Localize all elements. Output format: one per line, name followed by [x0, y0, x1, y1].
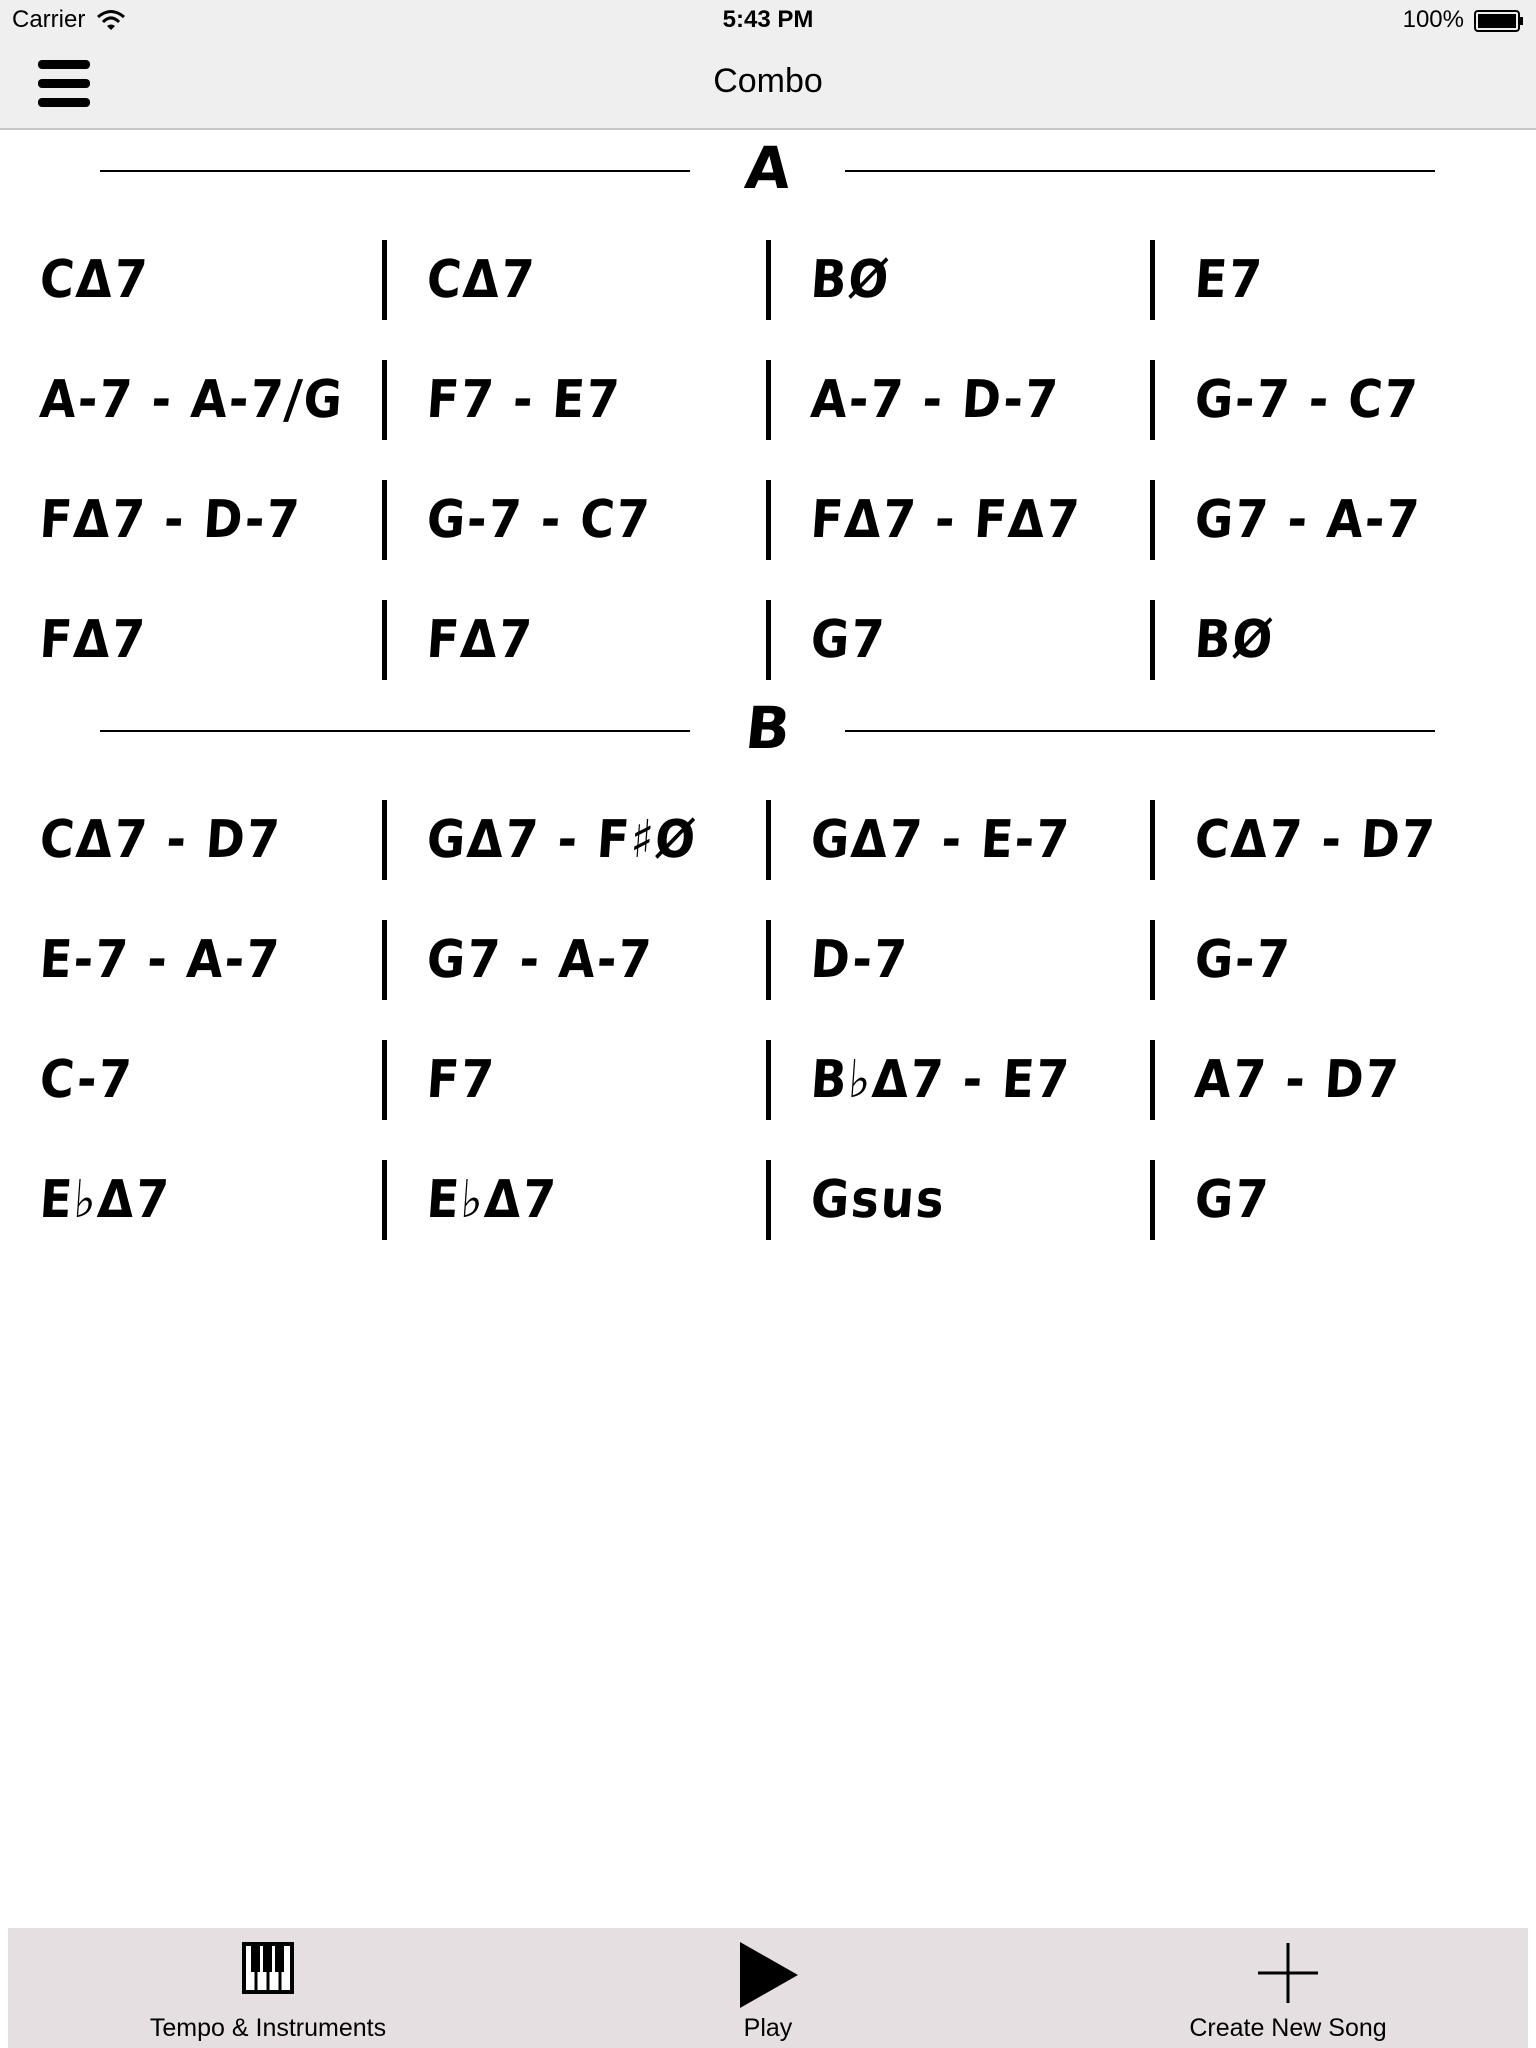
measure[interactable] — [4, 360, 387, 440]
measure-row — [0, 890, 1536, 1010]
chord-label: BØ — [1192, 610, 1277, 670]
carrier-label: Carrier — [12, 6, 86, 33]
section-divider — [845, 730, 1435, 732]
chord-label: E♭Δ7 — [424, 1170, 560, 1230]
chord-label: G-7 — [1192, 930, 1293, 990]
section-label: B — [742, 694, 794, 762]
measure[interactable] — [1150, 1040, 1533, 1120]
chord-label: FΔ7 — [424, 610, 536, 670]
chord-label: F7 - E7 — [424, 370, 623, 430]
section-a — [0, 130, 1536, 690]
chord-label: GΔ7 - F♯Ø — [424, 810, 699, 870]
page-title: Combo — [713, 62, 823, 100]
chord-label: FΔ7 - FΔ7 — [808, 490, 1083, 550]
chord-label: CΔ7 — [37, 250, 151, 310]
measure[interactable] — [4, 920, 387, 1000]
section-header — [0, 690, 1536, 770]
measure[interactable] — [1150, 800, 1533, 880]
tab-bar — [8, 1928, 1528, 2048]
chord-label: F7 — [424, 1050, 498, 1110]
chord-label: E♭Δ7 — [37, 1170, 173, 1230]
measure-row — [0, 770, 1536, 890]
measure[interactable] — [4, 1160, 387, 1240]
battery-percent: 100% — [1402, 6, 1464, 33]
measure[interactable] — [382, 1040, 765, 1120]
chord-label: G-7 - C7 — [1192, 370, 1421, 430]
measure[interactable] — [766, 240, 1149, 320]
chord-label: G-7 - C7 — [424, 490, 653, 550]
section-divider — [100, 170, 690, 172]
measure[interactable] — [382, 360, 765, 440]
chord-chart — [0, 130, 1536, 1250]
chord-label: A-7 - D-7 — [808, 370, 1062, 430]
measure[interactable] — [382, 240, 765, 320]
create-new-song-label: Create New Song — [1189, 2014, 1387, 2042]
navigation-bar — [0, 40, 1536, 130]
play-label: Play — [743, 2014, 793, 2042]
chord-label: G7 — [808, 610, 888, 670]
measure[interactable] — [1150, 600, 1533, 680]
chord-label: CΔ7 — [424, 250, 538, 310]
measure-row — [0, 1130, 1536, 1250]
measure[interactable] — [766, 800, 1149, 880]
measure[interactable] — [766, 600, 1149, 680]
chord-label: B♭Δ7 - E7 — [808, 1050, 1073, 1110]
measure[interactable] — [766, 1040, 1149, 1120]
measure[interactable] — [1150, 1160, 1533, 1240]
chord-label: C-7 — [37, 1050, 135, 1110]
measure[interactable] — [4, 800, 387, 880]
create-new-song-button[interactable] — [1128, 1928, 1448, 2048]
chord-label: CΔ7 - D7 — [1192, 810, 1439, 870]
section-divider — [845, 170, 1435, 172]
measure[interactable] — [382, 600, 765, 680]
measure[interactable] — [1150, 240, 1533, 320]
measure[interactable] — [4, 600, 387, 680]
tempo-instruments-label: Tempo & Instruments — [149, 2014, 387, 2042]
play-button[interactable] — [668, 1928, 868, 2048]
section-header — [0, 130, 1536, 210]
section-b — [0, 690, 1536, 1250]
chord-label: CΔ7 - D7 — [37, 810, 284, 870]
measure[interactable] — [1150, 360, 1533, 440]
clock-label: 5:43 PM — [722, 6, 814, 33]
measure[interactable] — [766, 1160, 1149, 1240]
measure[interactable] — [382, 1160, 765, 1240]
section-divider — [100, 730, 690, 732]
plus-icon — [1257, 1942, 1319, 2004]
chord-label: A-7 - A-7/G — [37, 370, 346, 430]
measure[interactable] — [1150, 480, 1533, 560]
status-bar — [0, 0, 1536, 40]
chord-label: G7 - A-7 — [1192, 490, 1423, 550]
chord-label: E-7 - A-7 — [37, 930, 283, 990]
measure[interactable] — [1150, 920, 1533, 1000]
measure[interactable] — [766, 360, 1149, 440]
piano-icon — [242, 1942, 294, 1994]
measure[interactable] — [382, 800, 765, 880]
measure[interactable] — [4, 240, 387, 320]
measure[interactable] — [766, 480, 1149, 560]
measure-row — [0, 450, 1536, 570]
chord-label: D-7 — [808, 930, 911, 990]
measure-row — [0, 210, 1536, 330]
measure[interactable] — [382, 480, 765, 560]
section-label: A — [741, 134, 795, 202]
chord-label: A7 - D7 — [1192, 1050, 1402, 1110]
chord-label: Gsus — [808, 1170, 948, 1230]
measure[interactable] — [766, 920, 1149, 1000]
chord-label: G7 — [1192, 1170, 1272, 1230]
chord-label: FΔ7 — [37, 610, 149, 670]
measure[interactable] — [4, 1040, 387, 1120]
chord-label: BØ — [808, 250, 893, 310]
measure-row — [0, 570, 1536, 690]
chord-label: GΔ7 - E-7 — [808, 810, 1073, 870]
measure[interactable] — [382, 920, 765, 1000]
battery-icon — [1474, 10, 1524, 32]
measure[interactable] — [4, 480, 387, 560]
chord-label: FΔ7 - D-7 — [37, 490, 303, 550]
tempo-instruments-button[interactable] — [128, 1928, 408, 2048]
chord-label: G7 - A-7 — [424, 930, 655, 990]
chord-label: E7 — [1192, 250, 1266, 310]
measure-row — [0, 1010, 1536, 1130]
play-icon — [738, 1942, 798, 2008]
measure-row — [0, 330, 1536, 450]
